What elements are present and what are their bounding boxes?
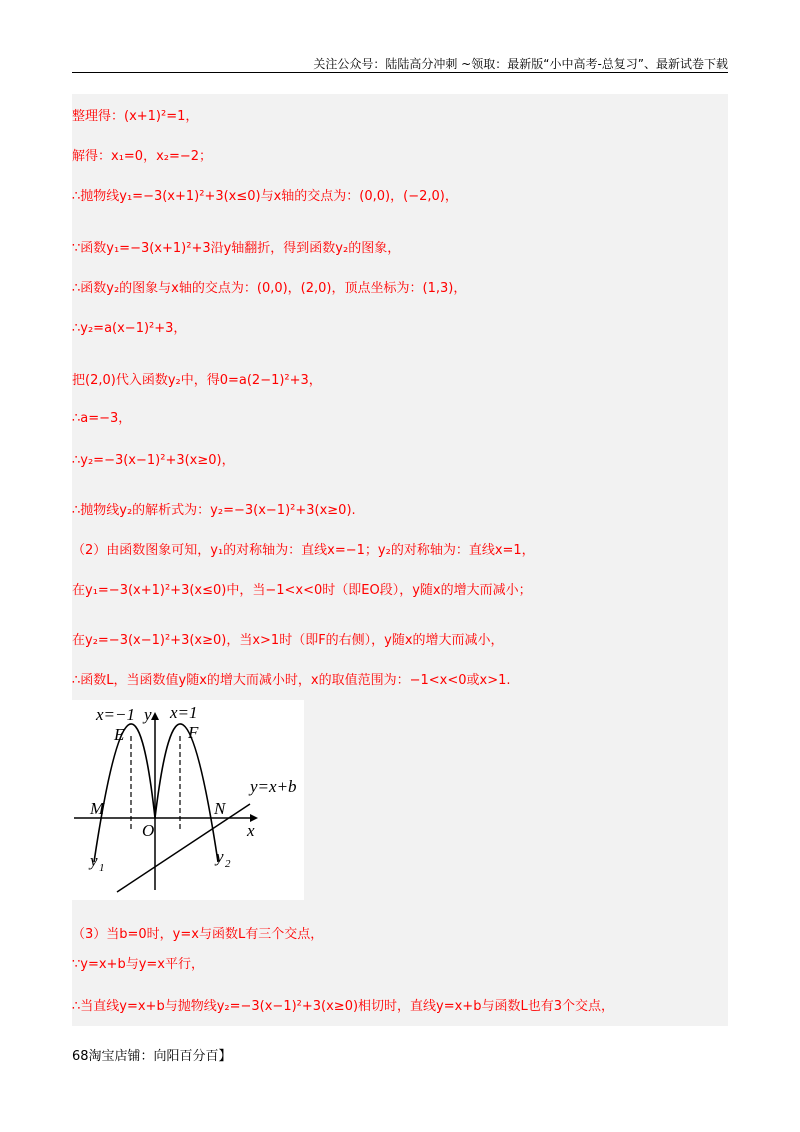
line-7: 把(2,0)代入函数y₂中，得0=a(2−1)²+3， [72,373,322,388]
label-y-axis: y [144,705,152,724]
label-origin-O: O [142,821,155,840]
label-y2: y [216,847,224,866]
line-y-equals-x-plus-b [117,804,250,892]
line-11: （2）由函数图象可知，y₁的对称轴为：直线x=−1；y₂的对称轴为：直线x=1， [72,543,535,558]
parabola-y1 [94,724,155,862]
line-6: ∴y₂=a(x−1)²+3， [72,321,187,336]
line-17: ∴当直线y=x+b与抛物线y₂=−3(x−1)²+3(x≥0)相切时，直线y=x+b与函数L也有3个交点， [72,999,614,1014]
y-axis-arrow [151,712,159,720]
label-x-axis: x [247,821,255,840]
line-13: 在y₂=−3(x−1)²+3(x≥0)，当x>1时（即F的右侧），y随x的增大而减小， [72,633,504,648]
line-8: ∴a=−3， [72,411,132,426]
line-3: ∴抛物线y₁=−3(x+1)²+3(x≤0)与x轴的交点为：(0,0)，(−2,0)， [72,189,458,204]
label-line-equation: y=x+b [250,777,297,796]
label-y1-subscript: 1 [99,862,105,874]
line-1: 整理得：(x+1)²=1， [72,109,199,124]
page-footer: 68淘宝店铺：向阳百分百】 [72,1049,232,1064]
line-16: ∵y=x+b与y=x平行， [72,957,204,972]
line-14: ∴函数L，当函数值y随x的增大而减小时，x的取值范围为：−1<x<0或x>1. [72,673,511,688]
header-rule [72,72,728,73]
line-9: ∴y₂=−3(x−1)²+3(x≥0)， [72,453,235,468]
label-y1: y [90,851,98,870]
parabola-y2 [155,724,218,862]
line-15: （3）当b=0时，y=x与函数L有三个交点， [72,927,324,942]
line-2: 解得：x₁=0，x₂=−2； [72,149,213,164]
label-x-1: x=1 [170,703,198,722]
label-point-M: M [90,799,105,818]
line-4: ∵函数y₁=−3(x+1)²+3沿y轴翻折，得到函数y₂的图象， [72,241,401,256]
label-point-E: E [114,725,125,744]
line-12: 在y₁=−3(x+1)²+3(x≤0)中，当−1<x<0时（即EO段），y随x的增大而减小； [72,583,532,598]
label-point-N: N [214,799,226,818]
function-graph-figure [72,700,304,900]
label-x-minus-1: x=−1 [96,705,135,724]
label-point-F: F [188,723,199,742]
line-10: ∴抛物线y₂的解析式为：y₂=−3(x−1)²+3(x≥0). [72,503,356,518]
page-header: 关注公众号：陆陆高分冲刺 ~领取：最新版“小中高考-总复习”、最新试卷下载 [313,57,728,71]
label-y2-subscript: 2 [225,858,231,870]
line-5: ∴函数y₂的图象与x轴的交点为：(0,0)，(2,0)，顶点坐标为：(1,3)， [72,281,467,296]
